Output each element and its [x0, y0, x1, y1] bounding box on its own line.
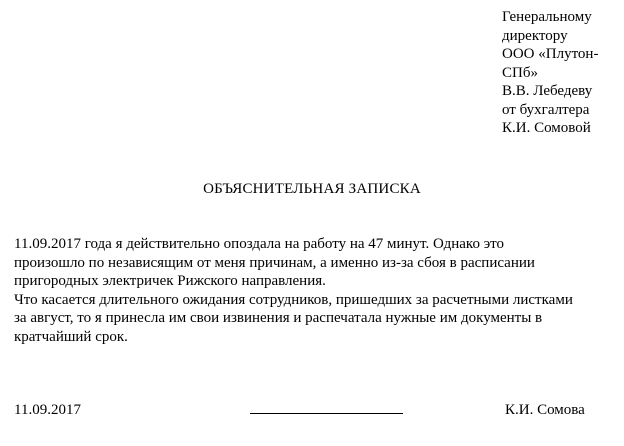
body-line: за август, то я принесла им свои извинения и распечатала нужные им документы в — [14, 310, 543, 326]
body-line: пригородных электричек Рижского направления. — [14, 273, 326, 289]
addressee-block — [502, 8, 622, 138]
body-line: произошло по независящим от меня причинам, а именно из-за сбоя в расписании — [14, 254, 535, 271]
addressee-line: Генеральному — [502, 9, 592, 25]
addressee-line: СПб» — [502, 64, 538, 81]
document-body — [14, 235, 614, 346]
signer-name: К.И. Сомова — [505, 402, 585, 418]
footer-date: 11.09.2017 — [14, 402, 81, 418]
document-title: ОБЪЯСНИТЕЛЬНАЯ ЗАПИСКА — [203, 181, 421, 197]
signature-line — [250, 413, 403, 414]
addressee-line: К.И. Сомовой — [502, 120, 591, 136]
body-line: Что касается длительного ожидания сотрудников, пришедших за расчетными листками — [14, 291, 573, 308]
addressee-line: ООО «Плутон- — [502, 46, 599, 62]
addressee-line: от бухгалтера — [502, 101, 590, 118]
body-line: 11.09.2017 года я действительно опоздала на работу на 47 минут. Однако это — [14, 236, 504, 252]
addressee-line: В.В. Лебедеву — [502, 83, 593, 99]
addressee-line: директору — [502, 27, 568, 44]
body-line: кратчайший срок. — [14, 328, 128, 345]
